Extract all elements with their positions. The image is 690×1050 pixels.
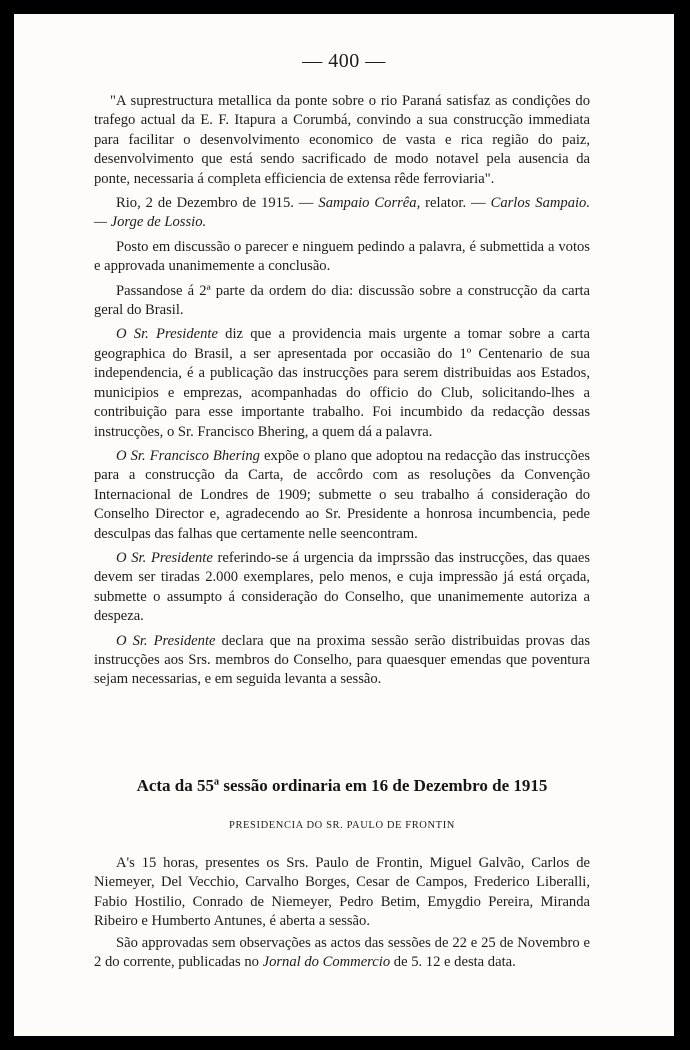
quoted-report: "A suprestructura metallica da ponte sobre o rio Paraná satisfaz as condições do trafego actual da E. F. Itapura a Corumbá, convindo a sua construcção immediata para facilitar o desenvolvimento economico de vasta e rica região do paiz, desenvolvimento que está sendo sacrificado de modo notavel pela ausencia da ponte, necessaria á completa efficiencia de extensa rêde ferroviaria".: [94, 93, 590, 187]
minutes-tail: de 5. 12 e desta data.: [390, 954, 516, 971]
paragraph-second-part: Passandose á 2ª parte da ordem do dia: discussão sobre a construcção da carta geral do Brasil.: [94, 282, 590, 319]
signature-line: [94, 194, 590, 233]
place-date: Rio, 2 de Dezembro de 1915. —: [116, 195, 319, 212]
speech-text: declara que na proxima sessão serão distribuidas provas das instrucções aos Srs. membros do Conselho, para quaesquer emendas que poventura sejam necessarias, e em seguida levanta a sessão.: [94, 632, 590, 688]
section-title: Acta da 55ª sessão ordinaria em 16 de Dezembro de 1915: [136, 776, 548, 795]
paragraph-presidente-1: [94, 325, 590, 441]
paragraph-bhering: [94, 447, 590, 544]
other-signers: Carlos Sampaio. — Jorge de Lossio.: [94, 195, 591, 231]
speech-text: referindo-se á urgencia da imprssão das instrucções, das quaes devem ser tiradas 2.000 exemplares, pelo menos, e cuja impressão já está orçada, submette o assumpto á consideração do Conselho, que unanimemente autoriza a despeza.: [94, 549, 591, 625]
page-body: [94, 92, 590, 695]
paragraph-attendance: A's 15 horas, presentes os Srs. Paulo de Frontin, Miguel Galvão, Carlos de Niemeyer, Del Vecchio, Carvalho Borges, Cesar de Campos, Frederico Liberalli, Fabio Hostilio, Conrado de Niemeyer, Pedro Betim, Emygdio Pereira, Miranda Ribeiro e Humberto Antunes, é aberta a sessão.: [94, 855, 590, 930]
paragraph-minutes: [94, 934, 590, 973]
speaker-name: O Sr. Presidente: [116, 632, 216, 649]
paragraph-vote: Posto em discussão o parecer e ninguem pedindo a palavra, é submettida a votos e approvada unanimemente a conclusão.: [94, 238, 590, 275]
speaker-name: O Sr. Presidente: [116, 326, 218, 343]
presidency-line: PRESIDENCIA DO SR. PAULO DE FRONTIN: [229, 820, 455, 831]
paragraph-presidente-2: [94, 549, 590, 627]
signer-rapporteur: Sampaio Corrêa,: [318, 195, 421, 212]
speech-text: diz que a providencia mais urgente a tomar sobre a carta geographica do Brasil, a ser apresentada por occasião do 1º Centenario de sua independencia, é a publicação das instrucções para serem distribuidas aos Estados, municipios e emprezas, acompanhadas do officio do Club, solicitando-lhes a contribuição para esse importante trabalho. Foi incumbido da redacção dessas instrucções, o Sr. Francisco Bhering, a quem dá a palavra.: [94, 326, 590, 440]
speaker-name: O Sr. Presidente: [116, 549, 213, 566]
page-number: — 400 —: [302, 50, 386, 72]
speech-text: expõe o plano que adoptou na redacção das instrucções para a construcção da Carta, de accôrdo com as resoluções da Convenção Internacional de Londres de 1909; submette o seu trabalho á consideração do Conselho Director e, agradecendo ao Sr. Presidente a honrosa incumbencia, pede desculpas das falhas que certamente nelle seencontram.: [94, 447, 590, 542]
paragraph-presidente-3: [94, 632, 590, 690]
signer-role: relator. —: [420, 195, 491, 212]
document-page: [14, 14, 674, 1036]
minutes-text: São approvadas sem observações as actos das sessões de 22 e 25 de Novembro e 2 do corrente, publicadas no: [94, 934, 590, 971]
session-body: [94, 854, 590, 974]
journal-name: Jornal do Commercio: [262, 954, 391, 971]
speaker-name: O Sr. Francisco Bhering: [116, 447, 260, 464]
